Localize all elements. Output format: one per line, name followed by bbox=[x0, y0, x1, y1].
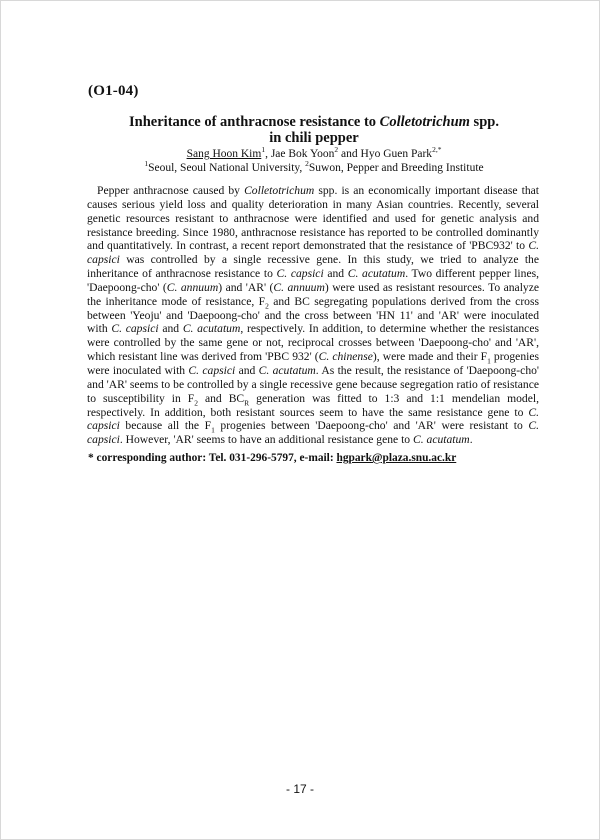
abstract-text: ) were used as resistant resources. To analyze the inheritance mode of resistance, F bbox=[87, 280, 540, 308]
author-affil-mark: 2,* bbox=[432, 145, 442, 155]
abstract-text: ) and 'AR' ( bbox=[218, 280, 274, 294]
abstract-text: and BC bbox=[198, 391, 245, 405]
species-name: C. acutatum bbox=[413, 433, 470, 447]
abstract-text: progenies between 'Daepoong-cho' and 'AR' were resistant to bbox=[214, 419, 529, 433]
abstract-text: progenies were inoculated with bbox=[87, 350, 540, 377]
species-name: C. capsici bbox=[188, 363, 236, 377]
abstract-text: and BC segregating populations derived from the cross between 'Yeoju' and 'Daepoong-cho' and the cross between 'HN 11' and 'AR' were inoculated with bbox=[87, 294, 540, 336]
abstract-text: generation was fitted to 1:3 and 1:1 mendelian model, respectively. In addition, both resistant sources seem to have the same resistance gene to bbox=[87, 391, 539, 419]
abstract-text: . Two different pepper lines, 'Daepoong-cho' ( bbox=[87, 267, 540, 294]
species-name: Colletotrichum bbox=[244, 184, 315, 197]
abstract-text: was controlled by a single recessive gene. In this study, we tried to analyze the inheritance of anthracnose resistance to bbox=[87, 253, 539, 281]
corresponding-author bbox=[88, 452, 456, 464]
page-number: - 17 - bbox=[285, 782, 314, 796]
species-name: C. chinense bbox=[318, 350, 373, 364]
species-name: C. capsici bbox=[87, 405, 539, 433]
abstract-text: , respectively. In addition, to determine whether the resistances were controlled by the same gene or not, reciprocal crosses between 'Daepoong-cho' and 'AR', which resistant line was derived from 'PBC 932' ( bbox=[87, 322, 539, 364]
title-line1-suffix: spp. bbox=[469, 114, 499, 130]
species-name: C. acutatum bbox=[347, 267, 406, 281]
affiliations bbox=[88, 161, 540, 175]
paper-title bbox=[88, 114, 540, 146]
author-name: Hyo Guen Park bbox=[360, 148, 433, 160]
abstract-text: and bbox=[235, 363, 259, 377]
affil-mark: 2 bbox=[305, 159, 309, 169]
species-name: C. capsici bbox=[111, 322, 159, 336]
subscript: 1 bbox=[211, 425, 215, 435]
title-block bbox=[88, 114, 540, 175]
species-name: C. annuum bbox=[166, 280, 219, 294]
author-affil-mark: 2 bbox=[334, 145, 339, 155]
abstract-text: and bbox=[158, 322, 183, 336]
species-name: C. annuum bbox=[273, 280, 325, 294]
abstract-text: spp. is an economically important disease that causes serious yield loss and quality deterioration in many Asian countries. Recently, several genetic resources resistant to anthracnose were identified and used for genetic analysis and resistance breeding. Since 1980, anthracnose resistance has reported to be controlled dominantly and quantitatively. In contrast, a recent report demonstrated that the resistance of 'PBC932' to bbox=[87, 184, 539, 253]
species-name: C. capsici bbox=[87, 419, 540, 447]
author-list: Sang Hoon Kim$^1$, Jae Bok Yoon$^2$ and Hyo Guen Park$^{2,*}$ bbox=[186, 145, 442, 160]
affiliation-text: Seoul, Seoul National University, bbox=[148, 162, 306, 174]
abstract-body bbox=[87, 184, 539, 447]
affiliation-text: Suwon, Pepper and Breeding Institute bbox=[308, 162, 484, 174]
subscript: 1 bbox=[487, 356, 491, 366]
subscript: R bbox=[244, 397, 250, 407]
subscript: 2 bbox=[194, 397, 198, 407]
author-affil-mark: 1 bbox=[261, 145, 266, 155]
abstract-text: Pepper anthracnose caused by bbox=[97, 184, 245, 197]
author-name: Jae Bok Yoon bbox=[270, 148, 335, 160]
abstract-text: ), were made and their F bbox=[372, 350, 488, 364]
affil-mark: 1 bbox=[144, 159, 149, 169]
species-name: C. capsici bbox=[276, 267, 324, 281]
title-genus: Colletotrichum bbox=[379, 114, 470, 130]
abstract-code: (O1-04) bbox=[88, 83, 139, 99]
title-line1-prefix: Inheritance of anthracnose resistance to bbox=[129, 114, 380, 130]
author-name: Sang Hoon Kim bbox=[186, 148, 262, 160]
abstract-text: . However, 'AR' seems to have an additional resistance gene to bbox=[119, 433, 413, 447]
abstract-text: because all the F bbox=[119, 419, 212, 433]
subscript: 2 bbox=[265, 301, 269, 311]
species-name: C. acutatum bbox=[182, 322, 241, 336]
email-link[interactable]: hgpark@plaza.snu.ac.kr bbox=[336, 452, 457, 464]
species-name: C. capsici bbox=[87, 239, 539, 267]
abstract-text: and bbox=[323, 267, 348, 281]
species-name: C. acutatum bbox=[258, 363, 316, 377]
abstract-text: . bbox=[469, 433, 473, 447]
title-line2: in chili pepper bbox=[269, 130, 359, 146]
abstract-text: . As the result, the resistance of 'Daepoong-cho' and 'AR' seems to be controlled by a single recessive gene because segregation ratio of resistance to susceptibility in F bbox=[87, 363, 539, 405]
corresponding-label: * corresponding author: Tel. 031-296-5797, e-mail: bbox=[88, 452, 337, 464]
